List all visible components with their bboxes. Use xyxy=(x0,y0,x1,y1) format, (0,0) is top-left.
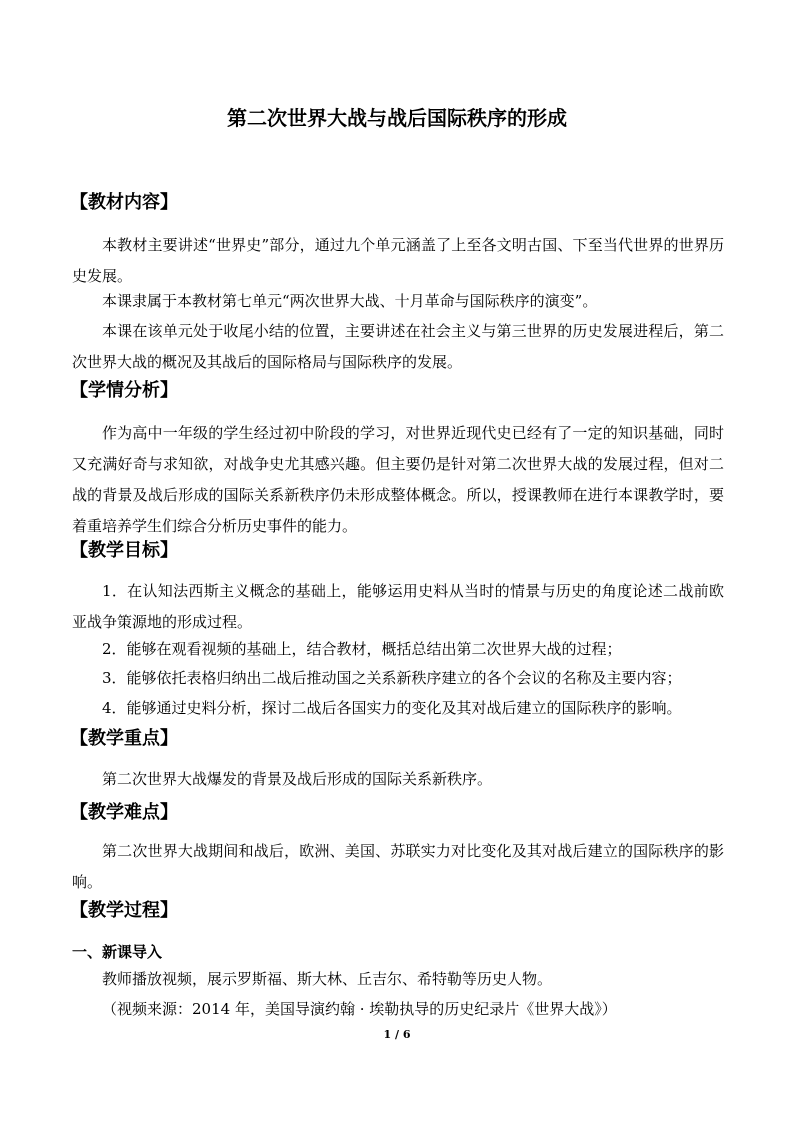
difficulty-paragraph: 第二次世界大战期间和战后，欧洲、美国、苏联实力对比变化及其对战后建立的国际秩序的影响。 xyxy=(72,842,724,891)
goal-item-4: 4．能够通过史料分析，探讨二战后各国实力的变化及其对战后建立的国际秩序的影响。 xyxy=(102,699,682,717)
section-heading-analysis: 【学情分析】 xyxy=(70,380,178,401)
process-subheading-intro: 一、新课导入 xyxy=(72,943,163,961)
key-paragraph: 第二次世界大战爆发的背景及战后形成的国际关系新秩序。 xyxy=(102,770,493,788)
section-heading-key: 【教学重点】 xyxy=(70,728,178,749)
goal-item-2: 2．能够在观看视频的基础上，结合教材，概括总结出第二次世界大战的过程； xyxy=(102,640,622,658)
goal-item-3: 3．能够依托表格归纳出二战后推动国之关系新秩序建立的各个会议的名称及主要内容； xyxy=(102,669,682,687)
page-number: 1 / 6 xyxy=(383,1028,411,1041)
section-heading-content: 【教材内容】 xyxy=(70,192,178,213)
goal-item-1: 1．在认知法西斯主义概念的基础上，能够运用史料从当时的情景与历史的角度论述二战前欧亚战争策源地的形成过程。 xyxy=(72,582,724,631)
section-heading-goals: 【教学目标】 xyxy=(70,540,178,561)
content-paragraph-3: 本课在该单元处于收尾小结的位置，主要讲述在社会主义与第三世界的历史发展进程后，第二次世界大战的概况及其战后的国际格局与国际秩序的发展。 xyxy=(72,322,724,371)
process-paragraph-1: 教师播放视频，展示罗斯福、斯大林、丘吉尔、希特勒等历史人物。 xyxy=(102,970,553,988)
section-heading-process: 【教学过程】 xyxy=(70,900,178,921)
content-paragraph-1: 本教材主要讲述“世界史”部分，通过九个单元涵盖了上至各文明古国、下至当代世界的世界历史发展。 xyxy=(72,236,724,285)
content-paragraph-2: 本课隶属于本教材第七单元“两次世界大战、十月革命与国际秩序的演变”。 xyxy=(102,292,598,310)
document-title: 第二次世界大战与战后国际秩序的形成 xyxy=(227,106,567,130)
analysis-paragraph: 作为高中一年级的学生经过初中阶段的学习，对世界近现代史已经有了一定的知识基础，同时又充满好奇与求知欲，对战争史尤其感兴趣。但主要仍是针对第二次世界大战的发展过程，但对二战的背景及战后形成的国际关系新秩序仍未形成整体概念。所以，授课教师在进行本课教学时，要着重培养学生们综合分析历史事件的能力。 xyxy=(72,424,724,535)
section-heading-difficulty: 【教学难点】 xyxy=(70,802,178,823)
process-paragraph-2: （视频来源：2014 年，美国导演约翰 · 埃勒执导的历史纪录片《世界大战》） xyxy=(102,1000,617,1018)
